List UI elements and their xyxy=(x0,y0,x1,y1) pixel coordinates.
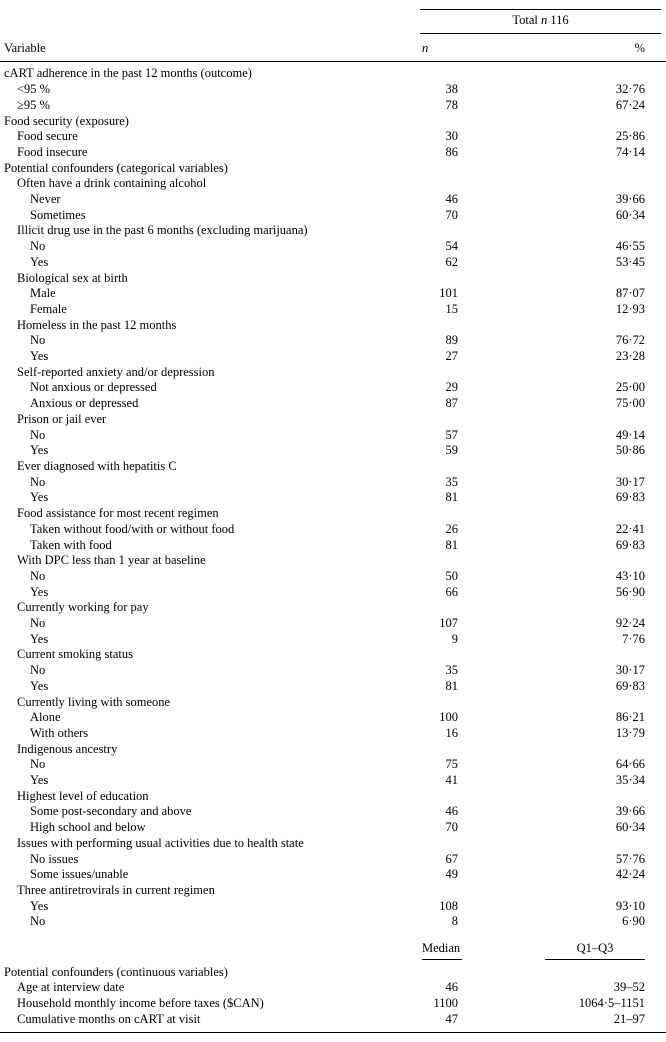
n-cell: 46 xyxy=(445,804,458,819)
variable-cell: Household monthly income before taxes ($CAN) xyxy=(17,996,264,1011)
n-cell: 67 xyxy=(445,851,458,866)
variable-cell: Never xyxy=(30,192,61,207)
n-cell xyxy=(422,789,458,805)
n-cell: 35 xyxy=(445,474,458,489)
n-cell: 15 xyxy=(445,301,458,316)
variable-cell: Food assistance for most recent regimen xyxy=(17,506,219,521)
table-row xyxy=(0,899,666,915)
n-cell xyxy=(422,695,458,711)
pct-cell: 22·41 xyxy=(615,521,645,536)
table-row xyxy=(0,223,666,239)
pct-cell: 43·10 xyxy=(615,568,645,583)
variable-cell: Current smoking status xyxy=(17,647,133,662)
table-row xyxy=(0,380,666,396)
n-cell: 107 xyxy=(439,616,458,631)
table-row xyxy=(0,600,666,616)
pct-cell xyxy=(458,695,645,711)
pct-cell xyxy=(458,66,645,82)
variable-cell: Homeless in the past 12 months xyxy=(17,317,177,332)
n-cell: 78 xyxy=(445,97,458,112)
n-cell: 70 xyxy=(445,820,458,835)
pct-cell: 69·83 xyxy=(615,678,645,693)
pct-cell xyxy=(458,271,645,287)
pct-cell xyxy=(458,412,645,428)
n-cell: 86 xyxy=(445,144,458,159)
n-cell xyxy=(422,553,458,569)
table-row xyxy=(0,852,666,868)
pct-cell xyxy=(458,965,645,981)
variable-cell: Taken with food xyxy=(30,537,112,552)
variable-cell: Food secure xyxy=(17,129,78,144)
variable-cell: Currently working for pay xyxy=(17,600,149,615)
table-row xyxy=(0,965,666,981)
pct-cell xyxy=(458,506,645,522)
table-row xyxy=(0,239,666,255)
pct-cell xyxy=(458,365,645,381)
variable-cell: Food security (exposure) xyxy=(4,113,129,128)
table-row xyxy=(0,412,666,428)
variable-cell: Some post-secondary and above xyxy=(30,804,192,819)
n-cell: 46 xyxy=(445,192,458,207)
n-cell: 8 xyxy=(451,914,458,929)
table-row xyxy=(0,616,666,632)
variable-cell: With DPC less than 1 year at baseline xyxy=(17,553,206,568)
n-cell: 100 xyxy=(439,710,458,725)
variable-cell: Alone xyxy=(30,710,61,725)
table-row xyxy=(0,789,666,805)
variable-cell: Age at interview date xyxy=(17,980,125,995)
table-row xyxy=(0,82,666,98)
table-row xyxy=(0,836,666,852)
pct-cell: 53·45 xyxy=(615,254,645,269)
column-header-row xyxy=(0,34,666,63)
pct-cell: 39·66 xyxy=(615,804,645,819)
variable-cell: Yes xyxy=(30,254,49,269)
table-row xyxy=(0,192,666,208)
variable-cell: Yes xyxy=(30,678,49,693)
table-row xyxy=(0,428,666,444)
table-row xyxy=(0,443,666,459)
table-row xyxy=(0,286,666,302)
percent-column-header: % xyxy=(634,40,645,55)
table-row xyxy=(0,129,666,145)
table-row xyxy=(0,1012,666,1028)
variable-cell: ≥95 % xyxy=(17,97,50,112)
n-cell: 75 xyxy=(445,757,458,772)
n-cell: 46 xyxy=(445,980,458,995)
n-cell xyxy=(422,883,458,899)
variable-cell: Often have a drink containing alcohol xyxy=(17,176,207,191)
variable-cell: Yes xyxy=(30,349,49,364)
table-row xyxy=(0,349,666,365)
table-row xyxy=(0,883,666,899)
median-column-header: Median xyxy=(422,941,462,960)
n-cell: 30 xyxy=(445,129,458,144)
pct-cell: 50·86 xyxy=(615,443,645,458)
n-cell xyxy=(422,506,458,522)
pct-cell xyxy=(458,883,645,899)
variable-cell: Potential confounders (continuous variables) xyxy=(4,964,228,979)
variable-cell: Indigenous ancestry xyxy=(17,741,118,756)
q1q3-header-cell xyxy=(458,941,645,960)
variable-cell: No xyxy=(30,474,46,489)
pct-cell: 75·00 xyxy=(615,396,645,411)
n-cell: 41 xyxy=(445,773,458,788)
pct-cell: 30·17 xyxy=(615,474,645,489)
n-cell: 49 xyxy=(445,867,458,882)
table-row xyxy=(0,66,666,82)
n-cell xyxy=(422,412,458,428)
n-cell: 50 xyxy=(445,568,458,583)
variable-cell: Three antiretrovirals in current regimen xyxy=(17,882,215,897)
categorical-rows-section xyxy=(0,62,666,930)
pct-cell: 32·76 xyxy=(615,82,645,97)
pct-cell: 74·14 xyxy=(615,144,645,159)
n-cell: 108 xyxy=(439,898,458,913)
n-cell: 81 xyxy=(445,678,458,693)
n-cell xyxy=(422,965,458,981)
variable-cell: Yes xyxy=(30,773,49,788)
table-row xyxy=(0,318,666,334)
table-row xyxy=(0,145,666,161)
pct-cell xyxy=(458,789,645,805)
variable-cell: Food insecure xyxy=(17,144,88,159)
pct-cell: 57·76 xyxy=(615,851,645,866)
pct-cell xyxy=(458,161,645,177)
n-cell: 26 xyxy=(445,521,458,536)
total-label: Total n 116 xyxy=(512,13,569,27)
variable-cell: No xyxy=(30,333,46,348)
n-cell: 89 xyxy=(445,333,458,348)
n-cell xyxy=(422,836,458,852)
variable-cell: No xyxy=(30,427,46,442)
pct-cell xyxy=(458,318,645,334)
pct-cell: 64·66 xyxy=(615,757,645,772)
variable-cell: Taken without food/with or without food xyxy=(30,521,235,536)
table-row xyxy=(0,333,666,349)
n-cell: 9 xyxy=(451,631,458,646)
variable-cell: No xyxy=(30,568,46,583)
table-row xyxy=(0,710,666,726)
n-cell: 59 xyxy=(445,443,458,458)
table-row xyxy=(0,804,666,820)
continuous-rows-section xyxy=(0,960,666,1028)
median-header-cell xyxy=(422,941,461,960)
pct-cell xyxy=(458,176,645,192)
variable-cell: cART adherence in the past 12 months (outcome) xyxy=(4,66,252,81)
table-row xyxy=(0,538,666,554)
n-column-header: n xyxy=(422,40,429,55)
n-cell xyxy=(422,271,458,287)
n-cell xyxy=(422,176,458,192)
table-row xyxy=(0,663,666,679)
variable-cell: <95 % xyxy=(17,82,51,97)
pct-cell: 92·24 xyxy=(615,616,645,631)
continuous-header-spacer xyxy=(0,941,422,960)
pct-cell: 67·24 xyxy=(615,97,645,112)
pct-cell: 35·34 xyxy=(615,773,645,788)
table-row xyxy=(0,914,666,930)
n-cell: 62 xyxy=(445,254,458,269)
n-cell xyxy=(422,114,458,130)
table-row xyxy=(0,996,666,1012)
variable-cell: Male xyxy=(30,286,56,301)
n-cell: 1100 xyxy=(433,996,458,1011)
variable-cell: No issues xyxy=(30,851,79,866)
variable-cell: Cumulative months on cART at visit xyxy=(17,1011,201,1026)
pct-cell: 69·83 xyxy=(615,490,645,505)
variable-column-header: Variable xyxy=(4,40,46,55)
variable-cell: Yes xyxy=(30,490,49,505)
pct-cell xyxy=(458,553,645,569)
pct-cell: 69·83 xyxy=(615,537,645,552)
pct-cell: 30·17 xyxy=(615,663,645,678)
pct-cell xyxy=(458,223,645,239)
n-cell: 38 xyxy=(445,82,458,97)
table-row xyxy=(0,679,666,695)
variable-cell: Sometimes xyxy=(30,207,86,222)
variable-cell: Self-reported anxiety and/or depression xyxy=(17,364,215,379)
table-row xyxy=(0,176,666,192)
n-cell: 27 xyxy=(445,349,458,364)
pct-cell: 49·14 xyxy=(615,427,645,442)
table-row xyxy=(0,490,666,506)
table-row xyxy=(0,522,666,538)
n-cell xyxy=(422,161,458,177)
table-row xyxy=(0,365,666,381)
pct-cell: 23·28 xyxy=(615,349,645,364)
pct-cell: 42·24 xyxy=(615,867,645,882)
table-row xyxy=(0,255,666,271)
variable-cell: Yes xyxy=(30,443,49,458)
pct-cell: 76·72 xyxy=(615,333,645,348)
n-cell xyxy=(422,318,458,334)
n-cell: 81 xyxy=(445,537,458,552)
table-row xyxy=(0,208,666,224)
pct-cell xyxy=(458,647,645,663)
pct-cell: 7·76 xyxy=(622,631,645,646)
variable-cell: Ever diagnosed with hepatitis C xyxy=(17,458,177,473)
table-row xyxy=(0,585,666,601)
q1q3-column-header: Q1–Q3 xyxy=(545,941,645,960)
pct-cell xyxy=(458,459,645,475)
table-row xyxy=(0,773,666,789)
table-row xyxy=(0,726,666,742)
table-row xyxy=(0,647,666,663)
variable-cell: Anxious or depressed xyxy=(30,396,139,411)
table-row xyxy=(0,820,666,836)
table-row xyxy=(0,867,666,883)
pct-cell: 39–52 xyxy=(613,980,645,995)
table-row xyxy=(0,757,666,773)
pct-cell xyxy=(458,742,645,758)
n-cell: 101 xyxy=(439,286,458,301)
pct-cell: 12·93 xyxy=(615,301,645,316)
variable-cell: Female xyxy=(30,301,67,316)
table-row xyxy=(0,302,666,318)
pct-cell xyxy=(458,836,645,852)
table-row xyxy=(0,459,666,475)
table-row xyxy=(0,475,666,491)
variable-cell: No xyxy=(30,914,46,929)
n-cell: 70 xyxy=(445,207,458,222)
pct-cell: 87·07 xyxy=(615,286,645,301)
variable-cell: High school and below xyxy=(30,820,146,835)
pct-cell: 6·90 xyxy=(622,914,645,929)
variable-cell: Yes xyxy=(30,898,49,913)
pct-cell: 21–97 xyxy=(613,1011,645,1026)
table-bottom-rule xyxy=(0,1032,666,1033)
variable-cell: Highest level of education xyxy=(17,788,149,803)
variable-cell: Yes xyxy=(30,584,49,599)
n-cell xyxy=(422,459,458,475)
variable-cell: Issues with performing usual activities due to health state xyxy=(17,835,304,850)
table-row xyxy=(0,396,666,412)
n-cell: 54 xyxy=(445,239,458,254)
n-cell xyxy=(422,223,458,239)
continuous-column-header-row xyxy=(0,941,666,960)
pct-cell: 13·79 xyxy=(615,725,645,740)
pct-cell xyxy=(458,114,645,130)
pct-cell: 1064·5–1151 xyxy=(578,996,645,1011)
pct-cell: 46·55 xyxy=(615,239,645,254)
total-column-spanner-header xyxy=(420,9,661,34)
table-row xyxy=(0,271,666,287)
variable-cell: Currently living with someone xyxy=(17,694,171,709)
variable-cell: Potential confounders (categorical variables) xyxy=(4,160,228,175)
pct-cell: 56·90 xyxy=(615,584,645,599)
n-cell xyxy=(422,365,458,381)
pct-cell: 39·66 xyxy=(615,192,645,207)
n-cell: 66 xyxy=(445,584,458,599)
table-row xyxy=(0,506,666,522)
n-cell: 81 xyxy=(445,490,458,505)
variable-cell: No xyxy=(30,616,46,631)
variable-cell: No xyxy=(30,757,46,772)
variable-cell: Some issues/unable xyxy=(30,867,129,882)
n-cell: 57 xyxy=(445,427,458,442)
n-cell xyxy=(422,647,458,663)
n-cell: 87 xyxy=(445,396,458,411)
table-row xyxy=(0,161,666,177)
table-row xyxy=(0,569,666,585)
table-row xyxy=(0,98,666,114)
n-cell: 35 xyxy=(445,663,458,678)
pct-cell: 93·10 xyxy=(615,898,645,913)
variable-cell: No xyxy=(30,663,46,678)
table-row xyxy=(0,632,666,648)
n-cell xyxy=(422,66,458,82)
pct-cell: 86·21 xyxy=(615,710,645,725)
pct-cell: 25·86 xyxy=(615,129,645,144)
variable-cell: Illicit drug use in the past 6 months (excluding marijuana) xyxy=(17,223,308,238)
variable-cell: Prison or jail ever xyxy=(17,411,107,426)
pct-cell: 60·34 xyxy=(615,820,645,835)
variable-cell: Biological sex at birth xyxy=(17,270,128,285)
n-cell: 29 xyxy=(445,380,458,395)
n-cell xyxy=(422,600,458,616)
variable-cell: With others xyxy=(30,725,89,740)
pct-cell: 25·00 xyxy=(615,380,645,395)
n-cell: 47 xyxy=(445,1011,458,1026)
pct-cell: 60·34 xyxy=(615,207,645,222)
table-row xyxy=(0,980,666,996)
variable-cell: No xyxy=(30,239,46,254)
variable-cell: Yes xyxy=(30,631,49,646)
table-row xyxy=(0,742,666,758)
table-row xyxy=(0,695,666,711)
pct-cell xyxy=(458,600,645,616)
n-cell: 16 xyxy=(445,725,458,740)
table-row xyxy=(0,114,666,130)
n-cell xyxy=(422,742,458,758)
variable-cell: Not anxious or depressed xyxy=(30,380,157,395)
table-row xyxy=(0,553,666,569)
